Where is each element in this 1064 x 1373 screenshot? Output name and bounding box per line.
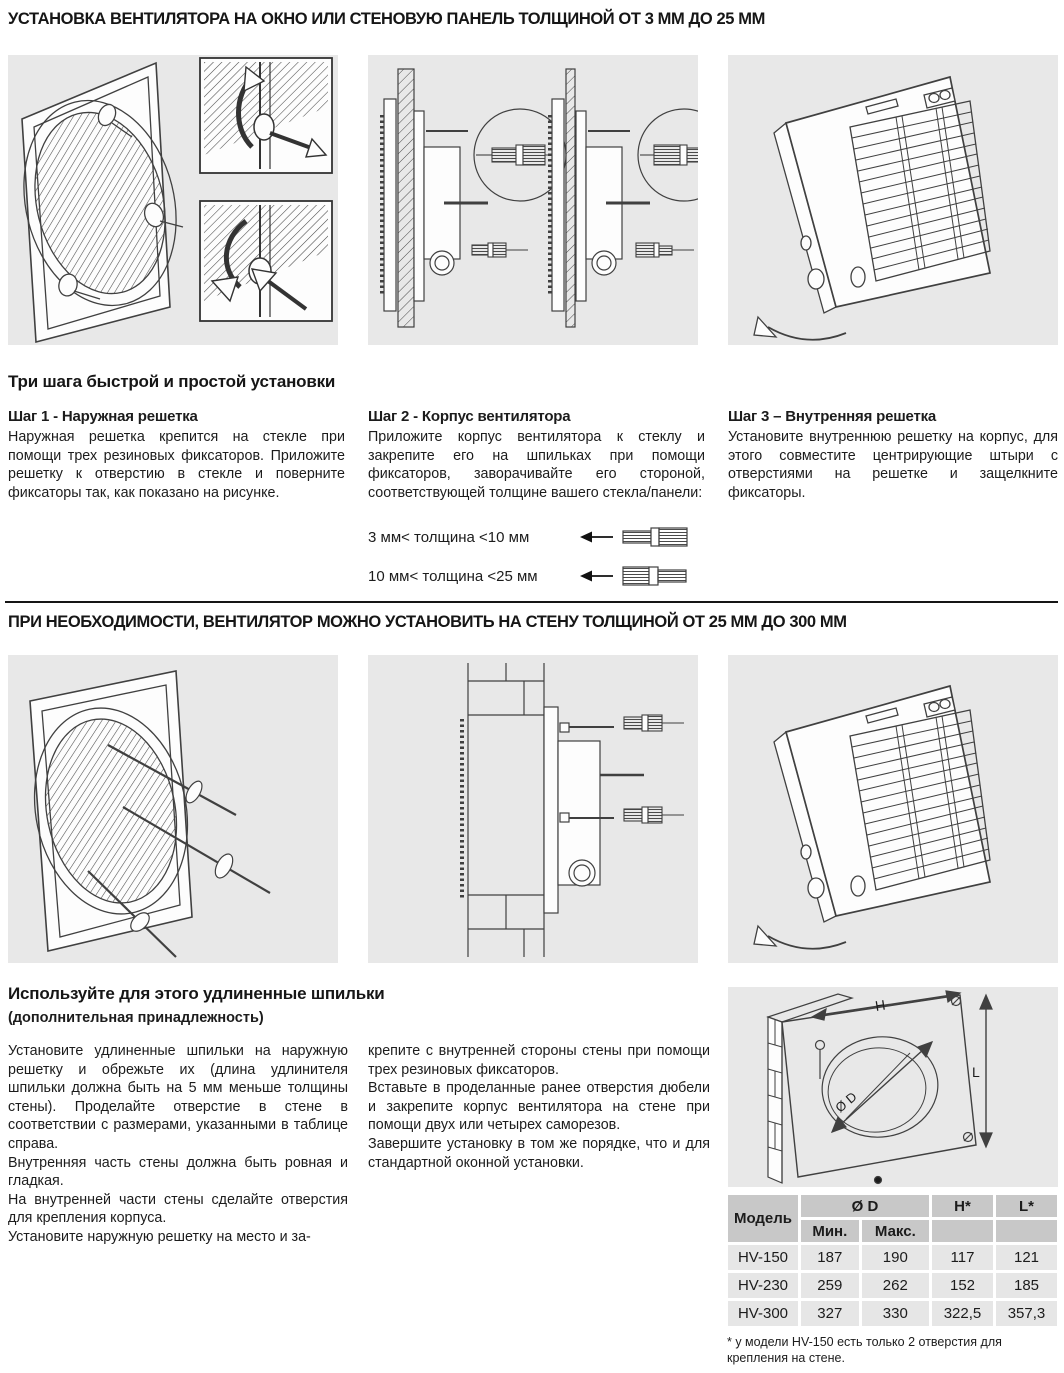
illustration-brick-wall-side	[368, 655, 698, 963]
cell-model: HV-300	[728, 1301, 798, 1326]
illustration-wall-dimensions	[728, 987, 1058, 1187]
paragraph: Завершите установку в том же порядке, что и для стандартной оконной установки.	[368, 1135, 710, 1171]
table-header-dmax: Макс.	[862, 1220, 929, 1242]
assembled-fan-illustration	[728, 655, 1058, 963]
step3-title: Шаг 3 – Внутренняя решетка	[728, 408, 937, 425]
cell-dmin: 259	[801, 1273, 859, 1298]
assembled-fan-illustration	[728, 55, 1058, 345]
fixator-thick-side-icon	[622, 564, 688, 588]
paragraph: Установите удлиненные шпильки на наружную решетку и обрежьте их (длина удлинителя шпильки должна быть на 5 мм меньше толщины стены). Проделайте отверстие в стене в соответствии с размерами, указанными в таблице справа.	[8, 1043, 348, 1152]
cell-model: HV-150	[728, 1245, 798, 1270]
illustration-side-mounting	[368, 55, 698, 345]
paragraph: Установите наружную решетку на место и за-	[8, 1228, 311, 1245]
table-row	[728, 1245, 1057, 1270]
step2-text: Приложите корпус вентилятора к стеклу и закрепите его на шпильках при помощи фиксаторов, заворачивайте его стороной, соответствующей толщине вашего стекла/панели:	[368, 429, 705, 501]
step1-text: Наружная решетка крепится на стекле при помощи трех резиновых фиксаторов. Приложите решетку к отверстию в стекле и поверните фиксаторы так, как показано на рисунке.	[8, 429, 345, 501]
dimension-h-label: H	[873, 996, 887, 1014]
table-header-empty	[932, 1220, 993, 1242]
wall-install-col1	[8, 1042, 348, 1247]
cell-dmax: 190	[862, 1245, 929, 1270]
brick-wall-side-illustration	[368, 655, 698, 963]
paragraph: На внутренней части стены сделайте отверстия для крепления корпуса.	[8, 1191, 348, 1227]
thickness1-label: 3 мм< толщина <10 мм	[368, 528, 530, 546]
outer-grille-illustration	[8, 55, 338, 345]
section2-heading: Используйте для этого удлиненные шпильки	[8, 984, 385, 1003]
step2-block	[368, 408, 705, 589]
paragraph: Внутренняя часть стены должна быть ровная и гладкая.	[8, 1154, 348, 1190]
section2-title: ПРИ НЕОБХОДИМОСТИ, ВЕНТИЛЯТОР МОЖНО УСТАНОВИТЬ НА СТЕНУ ТОЛЩИНОЙ ОТ 25 ММ ДО 300 ММ	[8, 613, 847, 631]
cell-model: HV-230	[728, 1273, 798, 1298]
table-header-dmin: Мин.	[801, 1220, 859, 1242]
cell-l: 357,3	[996, 1301, 1057, 1326]
wall-install-col2	[368, 1042, 710, 1172]
dimensions-table-wrap	[725, 1192, 1062, 1329]
table-header-diameter: Ø D	[801, 1195, 929, 1217]
section1-title: УСТАНОВКА ВЕНТИЛЯТОРА НА ОКНО ИЛИ СТЕНОВУЮ ПАНЕЛЬ ТОЛЩИНОЙ ОТ 3 ММ ДО 25 ММ	[8, 10, 765, 28]
cell-h: 117	[932, 1245, 993, 1270]
thickness-option-1	[368, 524, 705, 550]
grille-studs-illustration	[8, 655, 338, 963]
cell-dmin: 187	[801, 1245, 859, 1270]
paragraph: крепите с внутренней стороны стены при помощи трех резиновых фиксаторов.	[368, 1043, 710, 1078]
fixator-thin-side-icon	[622, 525, 688, 549]
rotate-arrow-icon	[754, 926, 776, 946]
side-mounting-illustration	[368, 55, 698, 345]
illustration-outer-grille-fixators	[8, 55, 338, 345]
illustration-assembled-fan	[728, 55, 1058, 345]
step1-block	[8, 408, 345, 502]
dimension-l-label: L	[972, 1064, 980, 1080]
step2-title: Шаг 2 - Корпус вентилятора	[368, 408, 571, 425]
dimensions-table	[725, 1192, 1060, 1329]
section2-subheading: (дополнительная принадлежность)	[8, 1010, 264, 1026]
cell-dmax: 262	[862, 1273, 929, 1298]
table-footnote: * у модели HV-150 есть только 2 отверстия для крепления на стене.	[727, 1335, 1002, 1365]
table-header-model: Модель	[728, 1195, 798, 1242]
illustration-grille-extended-studs	[8, 655, 338, 963]
step3-block	[728, 408, 1058, 502]
table-row	[728, 1301, 1057, 1326]
illustration-assembled-fan-2	[728, 655, 1058, 963]
section-divider	[5, 601, 1058, 603]
cell-h: 152	[932, 1273, 993, 1298]
thickness-option-2	[368, 563, 705, 589]
cell-h: 322,5	[932, 1301, 993, 1326]
intro-heading: Три шага быстрой и простой установки	[8, 372, 336, 391]
cell-l: 185	[996, 1273, 1057, 1298]
rotate-arrow-icon	[754, 317, 776, 337]
step1-title: Шаг 1 - Наружная решетка	[8, 408, 198, 425]
wall-dimensions-illustration	[728, 987, 1058, 1187]
step3-text: Установите внутреннюю решетку на корпус, для этого совместите центрирующие штыри с отверстиями на решетке и защелкните фиксаторы.	[728, 429, 1058, 501]
cell-l: 121	[996, 1245, 1057, 1270]
inset-detail-top	[200, 58, 332, 173]
cell-dmin: 327	[801, 1301, 859, 1326]
table-header-h: H*	[932, 1195, 993, 1217]
left-arrow-icon	[580, 569, 614, 583]
inset-detail-bottom	[200, 201, 332, 321]
paragraph: Вставьте в проделанные ранее отверстия дюбели и закрепите корпус вентилятора на стене при помощи двух или четырех саморезов.	[368, 1080, 710, 1134]
table-header-l: L*	[996, 1195, 1057, 1217]
table-header-empty	[996, 1220, 1057, 1242]
table-row	[728, 1273, 1057, 1298]
cell-dmax: 330	[862, 1301, 929, 1326]
dimension-d-label: Ø D	[832, 1088, 860, 1116]
thickness2-label: 10 мм< толщина <25 мм	[368, 567, 538, 585]
left-arrow-icon	[580, 530, 614, 544]
